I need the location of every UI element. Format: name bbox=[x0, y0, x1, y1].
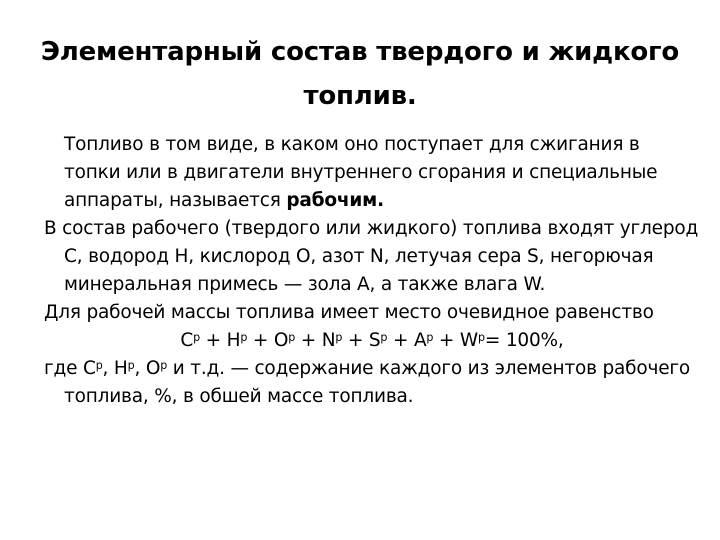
formula-term: H bbox=[226, 330, 241, 351]
formula-plus: + bbox=[342, 330, 369, 351]
formula-term: O bbox=[273, 330, 289, 351]
slide-body bbox=[44, 131, 700, 411]
formula-plus: + bbox=[295, 330, 322, 351]
formula-plus: + bbox=[199, 330, 227, 351]
paragraph-definition-text: Топливо в том виде, в каком оно поступает для сжигания в топки или в двигатели внутреннего сгорания и специальные аппараты, называется bbox=[64, 134, 658, 211]
formula-superscript: р bbox=[426, 331, 434, 345]
formula-plus: + bbox=[247, 330, 274, 351]
formula-term: S bbox=[368, 330, 381, 351]
formula-superscript: р bbox=[335, 331, 343, 345]
formula-plus: + bbox=[387, 330, 414, 351]
paragraph-composition: В состав рабочего (твердого или жидкого) топлива входят углерод С, водород Н, кислород О, азот N, летучая сера S, негорючая минеральная примесь — зола А, а также влага W. bbox=[44, 218, 699, 295]
formula-term: A bbox=[413, 330, 427, 351]
where-superscript: р bbox=[160, 359, 168, 373]
where-superscript: р bbox=[127, 359, 135, 373]
where-prefix: где bbox=[44, 358, 83, 379]
paragraph-where bbox=[44, 355, 700, 411]
where-rest: и т.д. — содержание каждого из элементов рабочего топлива, %, в обшей массе топлива. bbox=[64, 358, 691, 407]
formula-superscript: р bbox=[478, 331, 485, 345]
where-o: O bbox=[145, 358, 161, 379]
formula-superscript: р bbox=[288, 331, 296, 345]
formula-superscript: р bbox=[240, 331, 248, 345]
slide-title: Элементарный состав твердого и жидкого топлив. bbox=[40, 37, 680, 111]
paragraph-definition bbox=[44, 131, 700, 215]
formula-term: C bbox=[180, 330, 194, 351]
formula-term: W bbox=[459, 330, 479, 351]
formula-result: = 100%, bbox=[484, 330, 564, 351]
where-superscript: р bbox=[95, 359, 103, 373]
where-c: C bbox=[82, 358, 96, 379]
where-sep: , bbox=[102, 358, 114, 379]
formula-term: N bbox=[321, 330, 336, 351]
paragraph-equality: Для рабочей массы топлива имеет место очевидное равенство bbox=[44, 302, 654, 323]
where-sep: , bbox=[134, 358, 146, 379]
formula bbox=[44, 327, 700, 355]
formula-plus: + bbox=[433, 330, 460, 351]
formula-superscript: р bbox=[193, 331, 200, 345]
where-h: H bbox=[113, 358, 128, 379]
formula-superscript: р bbox=[380, 331, 388, 345]
bold-term: рабочим. bbox=[286, 190, 384, 211]
